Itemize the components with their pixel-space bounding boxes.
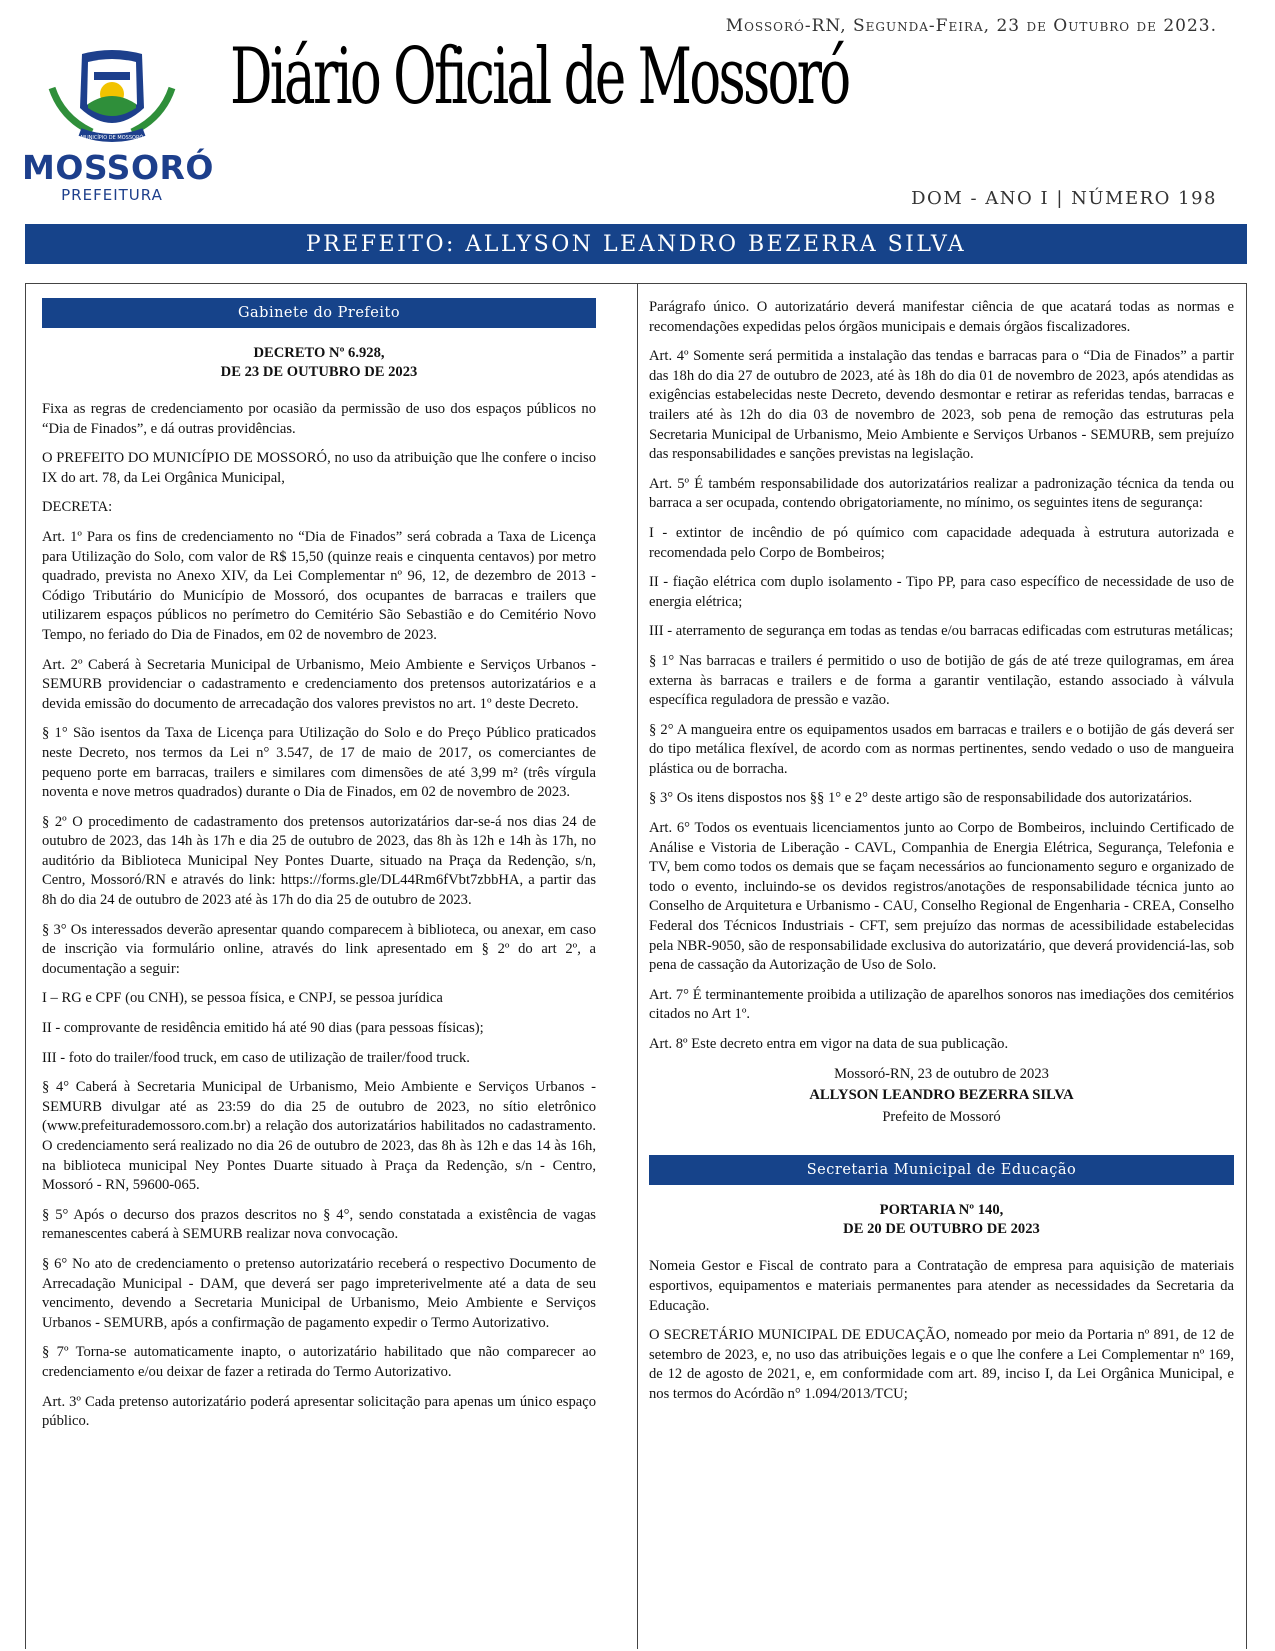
paragraph: Art. 6° Todos os eventuais licenciamentos junto ao Corpo de Bombeiros, incluindo Certificado de Análise e Vistoria de Liberação - CAVL, Companhia de Energia Elétrica, Segurança, Telefonia e TV, bem como todos os demais que se façam necessários ao funcionamento seguro e organizado de todo o evento, incluindo-se os devidos registros/anotações de responsabilidade técnica junto ao Conselho de Arquitetura e Urbanismo - CAU, Conselho Regional de Engenharia - CREA, Conselho Federal dos Técnicos Industriais - CFT, sem prejuízo das normas de acessibilidade estabelecidas pela NBR-9050, são de responsabilidade exclusiva do autorizatário, que deverá providenciá-las, sob pena de cassação da Autorização de Uso de Solo. [649,820,1234,974]
paragraph: II - fiação elétrica com duplo isolamento - Tipo PP, para caso específico de necessidade de uso de energia elétrica; [649,574,1234,610]
publication-date: Mossoró-RN, Segunda-Feira, 23 de Outubro de 2023. [725,16,1217,36]
signature-name: ALLYSON LEANDRO BEZERRA SILVA [809,1087,1074,1104]
prefeitura-logo [22,48,214,206]
paragraph: Art. 4º Somente será permitida a instalação das tendas e barracas para o “Dia de Finados” a partir das 18h do dia 27 de outubro de 2023, até às 18h do dia 01 de novembro de 2023, após atendidas as exigências estabelecidas neste Decreto, devendo desmontar e retirar as referidas tendas, barracas e trailers até às 12h do dia 03 de novembro de 2023, sob pena de remoção das estruturas pela Secretaria Municipal de Urbanismo, Meio Ambiente e Serviços Urbanos - SEMURB, sem prejuízo das responsabilidades e sanções previstas na legislação. [649,348,1234,463]
paragraph: § 1° São isentos da Taxa de Licença para Utilização do Solo e do Preço Público praticados neste Decreto, nos termos da Lei n° 3.547, de 17 de maio de 2017, os comerciantes de pequeno porte em barracas, trailers e similares com dimensões de até 3,99 m² (três vírgula noventa e nove metros quadrados) durante o Dia de Finados, em 02 de novembro de 2023. [42,725,596,801]
paragraph: § 2º O procedimento de cadastramento dos pretensos autorizatários dar-se-á nos dias 24 de outubro de 2023, das 14h às 17h e dia 25 de outubro de 2023, das 8h às 12h e 14h às 17h, no auditório da Biblioteca Municipal Ney Pontes Duarte, situado na Praça da Redenção, s/n, Centro, Mossoró/RN e através do link: https://forms.gle/DL44Rm6fVbt7zbbHA, a partir das 8h do dia 24 de outubro de 2023 até às 17h do dia 25 de outubro de 2023. [42,813,596,909]
paragraph: O SECRETÁRIO MUNICIPAL DE EDUCAÇÃO, nomeado por meio da Portaria nº 891, de 12 de setembro de 2023, e, no uso das atribuições legais e o que lhe confere a Lei Complementar nº 169, de 12 de agosto de 2021, e, em conformidade com art. 89, inciso I, da Lei Orgânica Municipal, e nos termos do Acórdão n° 1.094/2013/TCU; [649,1327,1234,1402]
paragraph: Art. 2º Caberá à Secretaria Municipal de Urbanismo, Meio Ambiente e Serviços Urbanos - SEMURB providenciar o cadastramento e credenciamento dos pretensos autorizatários e a devida emissão do documento de arrecadação dos valores previstos no art. 1º deste Decreto. [42,656,596,712]
decree-date: DE 23 DE OUTUBRO DE 2023 [220,364,418,380]
logo-subtitle: PREFEITURA [61,186,163,204]
paragraph: § 6° No ato de credenciamento o pretenso autorizatário receberá o respectivo Documento de Arrecadação Municipal - DAM, que deverá ser pago impreterivelmente até a data de seu vencimento, devendo a Secretaria Municipal de Urbanismo, Meio Ambiente e Serviços Urbanos - SEMURB, após a confirmação de pagamento expedir o Termo Autorizativo. [42,1255,596,1331]
paragraph: III - foto do trailer/food truck, em caso de utilização de trailer/food truck. [42,1049,470,1066]
paragraph: § 1° Nas barracas e trailers é permitido o uso de botijão de gás de até treze quilogramas, em área externa às barracas e trailers e de forma a garantir ventilação, estando associado à válvula específica reguladora de pressão e vazão. [649,652,1234,709]
left-column [42,298,596,1442]
paragraph: Parágrafo único. O autorizatário deverá manifestar ciência de que acatará todas as normas e recomendações expedidas pelos órgãos municipais e demais órgãos fiscalizadores. [649,299,1234,335]
decree-title [42,344,596,382]
paragraph: § 2° A mangueira entre os equipamentos usados em barracas e trailers e o botijão de gás deverá ser do tipo metálica flexível, de acordo com as normas pertinentes, sendo vedado o uso de mangueira plástica ou de borracha. [649,721,1234,777]
right-column [649,298,1234,1415]
paragraph: § 7º Torna-se automaticamente inapto, o autorizatário habilitado que não comparecer ao credenciamento e/ou deixar de fazer a retirada do Termo Autorizativo. [42,1344,596,1380]
signature-place-date: Mossoró-RN, 23 de outubro de 2023 [834,1065,1049,1082]
paragraph: Art. 3º Cada pretenso autorizatário poderá apresentar solicitação para apenas um único espaço público. [42,1393,596,1430]
paragraph: Nomeia Gestor e Fiscal de contrato para a Contratação de empresa para aquisição de materiais esportivos, equipamentos e materiais permanentes para atender as necessidades da Secretaria da Educação. [649,1258,1234,1314]
paragraph: § 4° Caberá à Secretaria Municipal de Urbanismo, Meio Ambiente e Serviços Urbanos - SEMURB divulgar até as 23:59 do dia 25 de outubro de 2023, no sítio eletrônico (www.prefeiturademossoro.com.br) a relação dos autorizatários habilitados no cadastramento. O credenciamento será realizado no dia 26 de outubro de 2023, das 8h às 12h e das 14 às 16h, na biblioteca municipal Ney Pontes Duarte situado à Praça da Redenção, s/n - Centro, Mossoró - RN, 59600-065. [42,1079,596,1194]
decree-number: DECRETO Nº 6.928, [253,345,385,361]
paragraph: § 3° Os itens dispostos nos §§ 1° e 2° deste artigo são de responsabilidade dos autorizatários. [649,790,1193,807]
municipal-crest-icon [22,48,202,148]
paragraph: Fixa as regras de credenciamento por ocasião da permissão de uso dos espaços públicos no “Dia de Finados”, e dá outras providências. [42,401,596,437]
portaria-number: PORTARIA Nº 140, [879,1202,1004,1219]
paragraph: § 3° Os interessados deverão apresentar quando comparecem à biblioteca, ou anexar, em caso de inscrição via formulário online, através do link apresentado em § 2º do art 2º, a documentação a seguir: [42,921,596,977]
section-header-gabinete: Gabinete do Prefeito [42,298,596,328]
paragraph: Art. 7° É terminantemente proibida a utilização de aparelhos sonoros nas imediações dos cemitérios citados no Art 1º. [649,986,1234,1023]
paragraph: DECRETA: [42,499,113,516]
paragraph: Art. 5º É também responsabilidade dos autorizatários realizar a padronização técnica da tenda ou barraca a ser ocupada, contendo obrigatoriamente, no mínimo, os seguintes itens de segurança: [649,475,1234,512]
portaria-date: DE 20 DE OUTUBRO DE 2023 [843,1221,1040,1238]
paragraph: O PREFEITO DO MUNICÍPIO DE MOSSORÓ, no uso da atribuição que lhe confere o inciso IX do art. 78, da Lei Orgânica Municipal, [42,450,596,486]
paragraph: Art. 1º Para os fins de credenciamento no “Dia de Finados” será cobrada a Taxa de Licença para Utilização do Solo, com valor de R$ 15,50 (quinze reais e cinquenta centavos) por metro quadrado, prevista no Anexo XIV, da Lei Complementar nº 96, 12, de dezembro de 2013 - Código Tributário do Município de Mossoró, dos ocupantes de barracas e trailers que utilizarem espaços públicos no perímetro do Cemitério São Sebastião e do Cemitério Novo Tempo, no feriado do Dia de Finados, em 02 de novembro de 2023. [42,528,596,643]
mayor-banner: PREFEITO: ALLYSON LEANDRO BEZERRA SILVA [25,224,1247,264]
paragraph: I – RG e CPF (ou CNH), se pessoa física, e CNPJ, se pessoa jurídica [42,990,443,1007]
signature-role: Prefeito de Mossoró [882,1108,1001,1125]
paragraph: Art. 8º Este decreto entra em vigor na data de sua publicação. [649,1036,1009,1052]
masthead-title: Diário Oficial de Mossoró [230,32,849,122]
portaria-title [649,1201,1234,1239]
paragraph: I - extintor de incêndio de pó químico com capacidade adequada à estrutura autorizada e recomendada pelo Corpo de Bombeiros; [649,524,1234,561]
svg-text:MUNICÍPIO DE MOSSORÓ: MUNICÍPIO DE MOSSORÓ [80,135,144,141]
paragraph: III - aterramento de segurança em todas as tendas e/ou barracas edificadas com estruturas metálicas; [649,623,1234,640]
issue-number: DOM - ANO I | NÚMERO 198 [911,188,1217,209]
column-divider [637,283,638,1649]
paragraph: § 5° Após o decurso dos prazos descritos no § 4°, sendo constatada a existência de vagas remanescentes caberá à SEMURB realizar nova convocação. [42,1206,596,1243]
section-header-educacao: Secretaria Municipal de Educação [649,1155,1234,1185]
paragraph: II - comprovante de residência emitido há até 90 dias (para pessoas físicas); [42,1020,484,1037]
logo-wordmark: MOSSORÓ [22,148,214,187]
